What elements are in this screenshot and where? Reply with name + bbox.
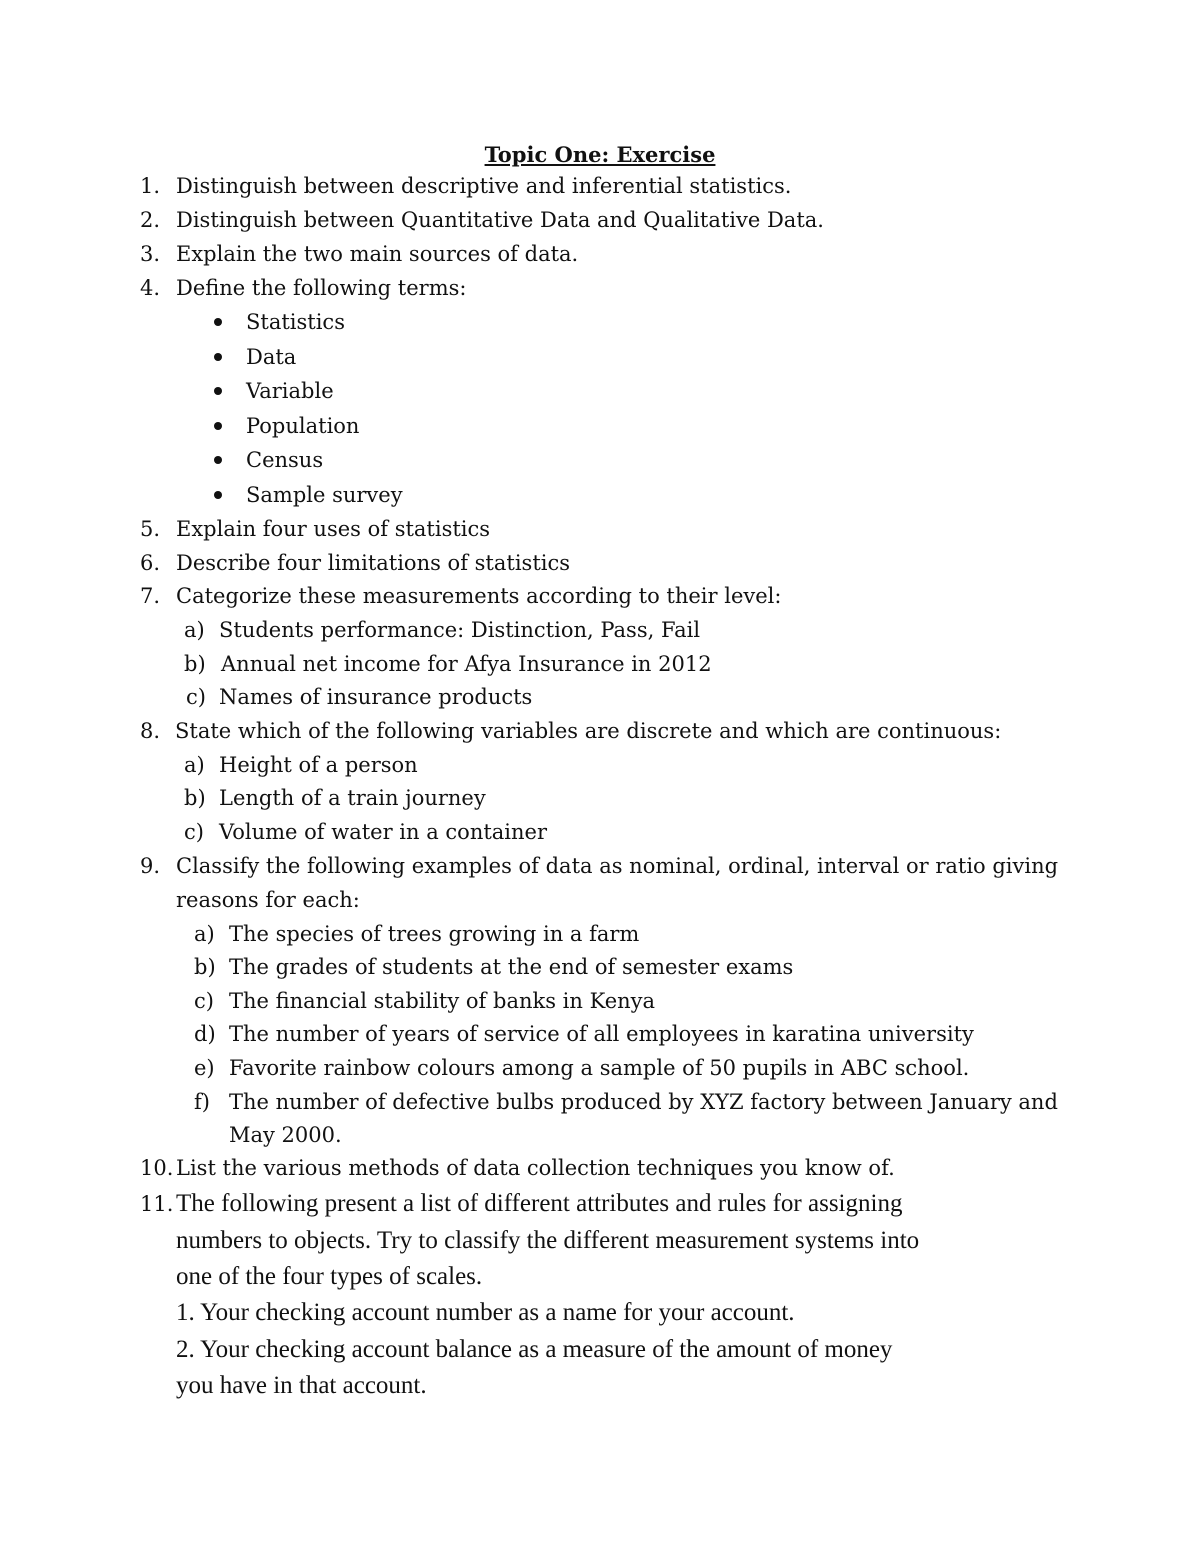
- question-text-continued: reasons for each:: [176, 888, 360, 912]
- sub-item-label: b): [184, 786, 206, 810]
- question-number: 6.: [140, 551, 161, 575]
- sub-item-label: a): [184, 753, 205, 777]
- sub-item-label: d): [194, 1022, 216, 1046]
- question-text: Explain the two main sources of data.: [176, 242, 579, 266]
- bullet-icon: [214, 387, 222, 395]
- sub-item-label: c): [186, 685, 206, 709]
- sub-item-text: The number of years of service of all employees in karatina university: [229, 1022, 974, 1046]
- question-7: [140, 582, 782, 610]
- question-text: The following present a list of different attributes and rules for assigning: [176, 1190, 903, 1217]
- sub-item: [194, 953, 794, 981]
- question-5: [140, 515, 491, 543]
- sub-item-text-continued: you have in that account.: [176, 1372, 427, 1399]
- sub-item: [184, 751, 418, 779]
- sub-item-text: The number of defective bulbs produced by XYZ factory between January and: [229, 1090, 1058, 1114]
- sub-item-label: f): [194, 1090, 210, 1114]
- sub-item: 1. Your checking account number as a name for your account.: [176, 1299, 795, 1326]
- question-number: 4.: [140, 276, 161, 300]
- sub-item-text: Volume of water in a container: [219, 820, 548, 844]
- sub-item-text: Favorite rainbow colours among a sample of 50 pupils in ABC school.: [229, 1056, 970, 1080]
- question-number: 5.: [140, 517, 161, 541]
- question-text: Define the following terms:: [176, 276, 467, 300]
- question-text: Classify the following examples of data as nominal, ordinal, interval or ratio giving: [176, 854, 1059, 878]
- sub-item-text: Height of a person: [219, 753, 418, 777]
- sub-item-label: a): [194, 922, 215, 946]
- question-text-continued: one of the four types of scales.: [176, 1263, 483, 1290]
- question-number: 2.: [140, 208, 161, 232]
- bullet-icon: [214, 456, 222, 464]
- sub-item-text: Students performance: Distinction, Pass, Fail: [219, 618, 701, 642]
- question-text: Describe four limitations of statistics: [176, 551, 571, 575]
- sub-item-text-continued: May 2000.: [229, 1123, 342, 1147]
- bullet-icon: [214, 318, 222, 326]
- bullet-text: Variable: [246, 379, 334, 403]
- question-number: 3.: [140, 242, 161, 266]
- question-1: [140, 172, 792, 200]
- sub-item-text: The financial stability of banks in Kenya: [229, 989, 656, 1013]
- question-number: 10.: [140, 1156, 174, 1180]
- question-number: 9.: [140, 854, 161, 878]
- question-4: [140, 274, 467, 302]
- bullet-text: Data: [246, 345, 297, 369]
- sub-item-text: The grades of students at the end of semester exams: [229, 955, 794, 979]
- sub-item-text: The species of trees growing in a farm: [229, 922, 640, 946]
- sub-item: [184, 784, 486, 812]
- sub-item-label: a): [184, 618, 205, 642]
- bullet-text: Population: [246, 414, 360, 438]
- bullet-text: Census: [246, 448, 324, 472]
- question-text: Distinguish between Quantitative Data and Qualitative Data.: [176, 208, 824, 232]
- question-text: State which of the following variables are discrete and which are continuous:: [175, 719, 1002, 743]
- question-text-continued: numbers to objects. Try to classify the different measurement systems into: [176, 1227, 920, 1254]
- sub-item: 2. Your checking account balance as a measure of the amount of money: [176, 1336, 893, 1363]
- sub-item-label: c): [184, 820, 204, 844]
- sub-item: [194, 920, 640, 948]
- question-text: Explain four uses of statistics: [176, 517, 491, 541]
- question-11: [140, 1188, 903, 1220]
- sub-item-label: b): [184, 652, 206, 676]
- question-10: [140, 1154, 895, 1182]
- sub-item-text: Length of a train journey: [219, 786, 486, 810]
- bullet-icon: [214, 353, 222, 361]
- bullet-icon: [214, 422, 222, 430]
- question-9: [140, 852, 1059, 880]
- question-3: [140, 240, 579, 268]
- question-text: List the various methods of data collection techniques you know of.: [176, 1156, 895, 1180]
- question-number: 1.: [140, 174, 161, 198]
- sub-item: [184, 616, 701, 644]
- sub-item-label: e): [194, 1056, 215, 1080]
- sub-item: [184, 650, 712, 678]
- page-title: Topic One: Exercise: [484, 142, 716, 167]
- sub-item: [194, 1054, 970, 1082]
- question-8: [140, 717, 1002, 745]
- question-number: 7.: [140, 584, 161, 608]
- question-text: Distinguish between descriptive and inferential statistics.: [176, 174, 792, 198]
- bullet-icon: [214, 491, 222, 499]
- sub-item-text: Annual net income for Afya Insurance in 2012: [221, 652, 712, 676]
- sub-item: [194, 1020, 974, 1048]
- bullet-text: Sample survey: [246, 483, 403, 507]
- question-number: 11.: [140, 1192, 174, 1216]
- sub-item: [194, 987, 656, 1015]
- sub-item: [184, 818, 548, 846]
- question-number: 8.: [140, 719, 161, 743]
- sub-item: [194, 1088, 1058, 1116]
- question-2: [140, 206, 824, 234]
- question-text: Categorize these measurements according to their level:: [176, 584, 782, 608]
- sub-item-label: c): [194, 989, 214, 1013]
- sub-item-label: b): [194, 955, 216, 979]
- question-6: [140, 549, 571, 577]
- sub-item-text: Names of insurance products: [219, 685, 533, 709]
- sub-item: [186, 683, 533, 711]
- bullet-text: Statistics: [246, 310, 345, 334]
